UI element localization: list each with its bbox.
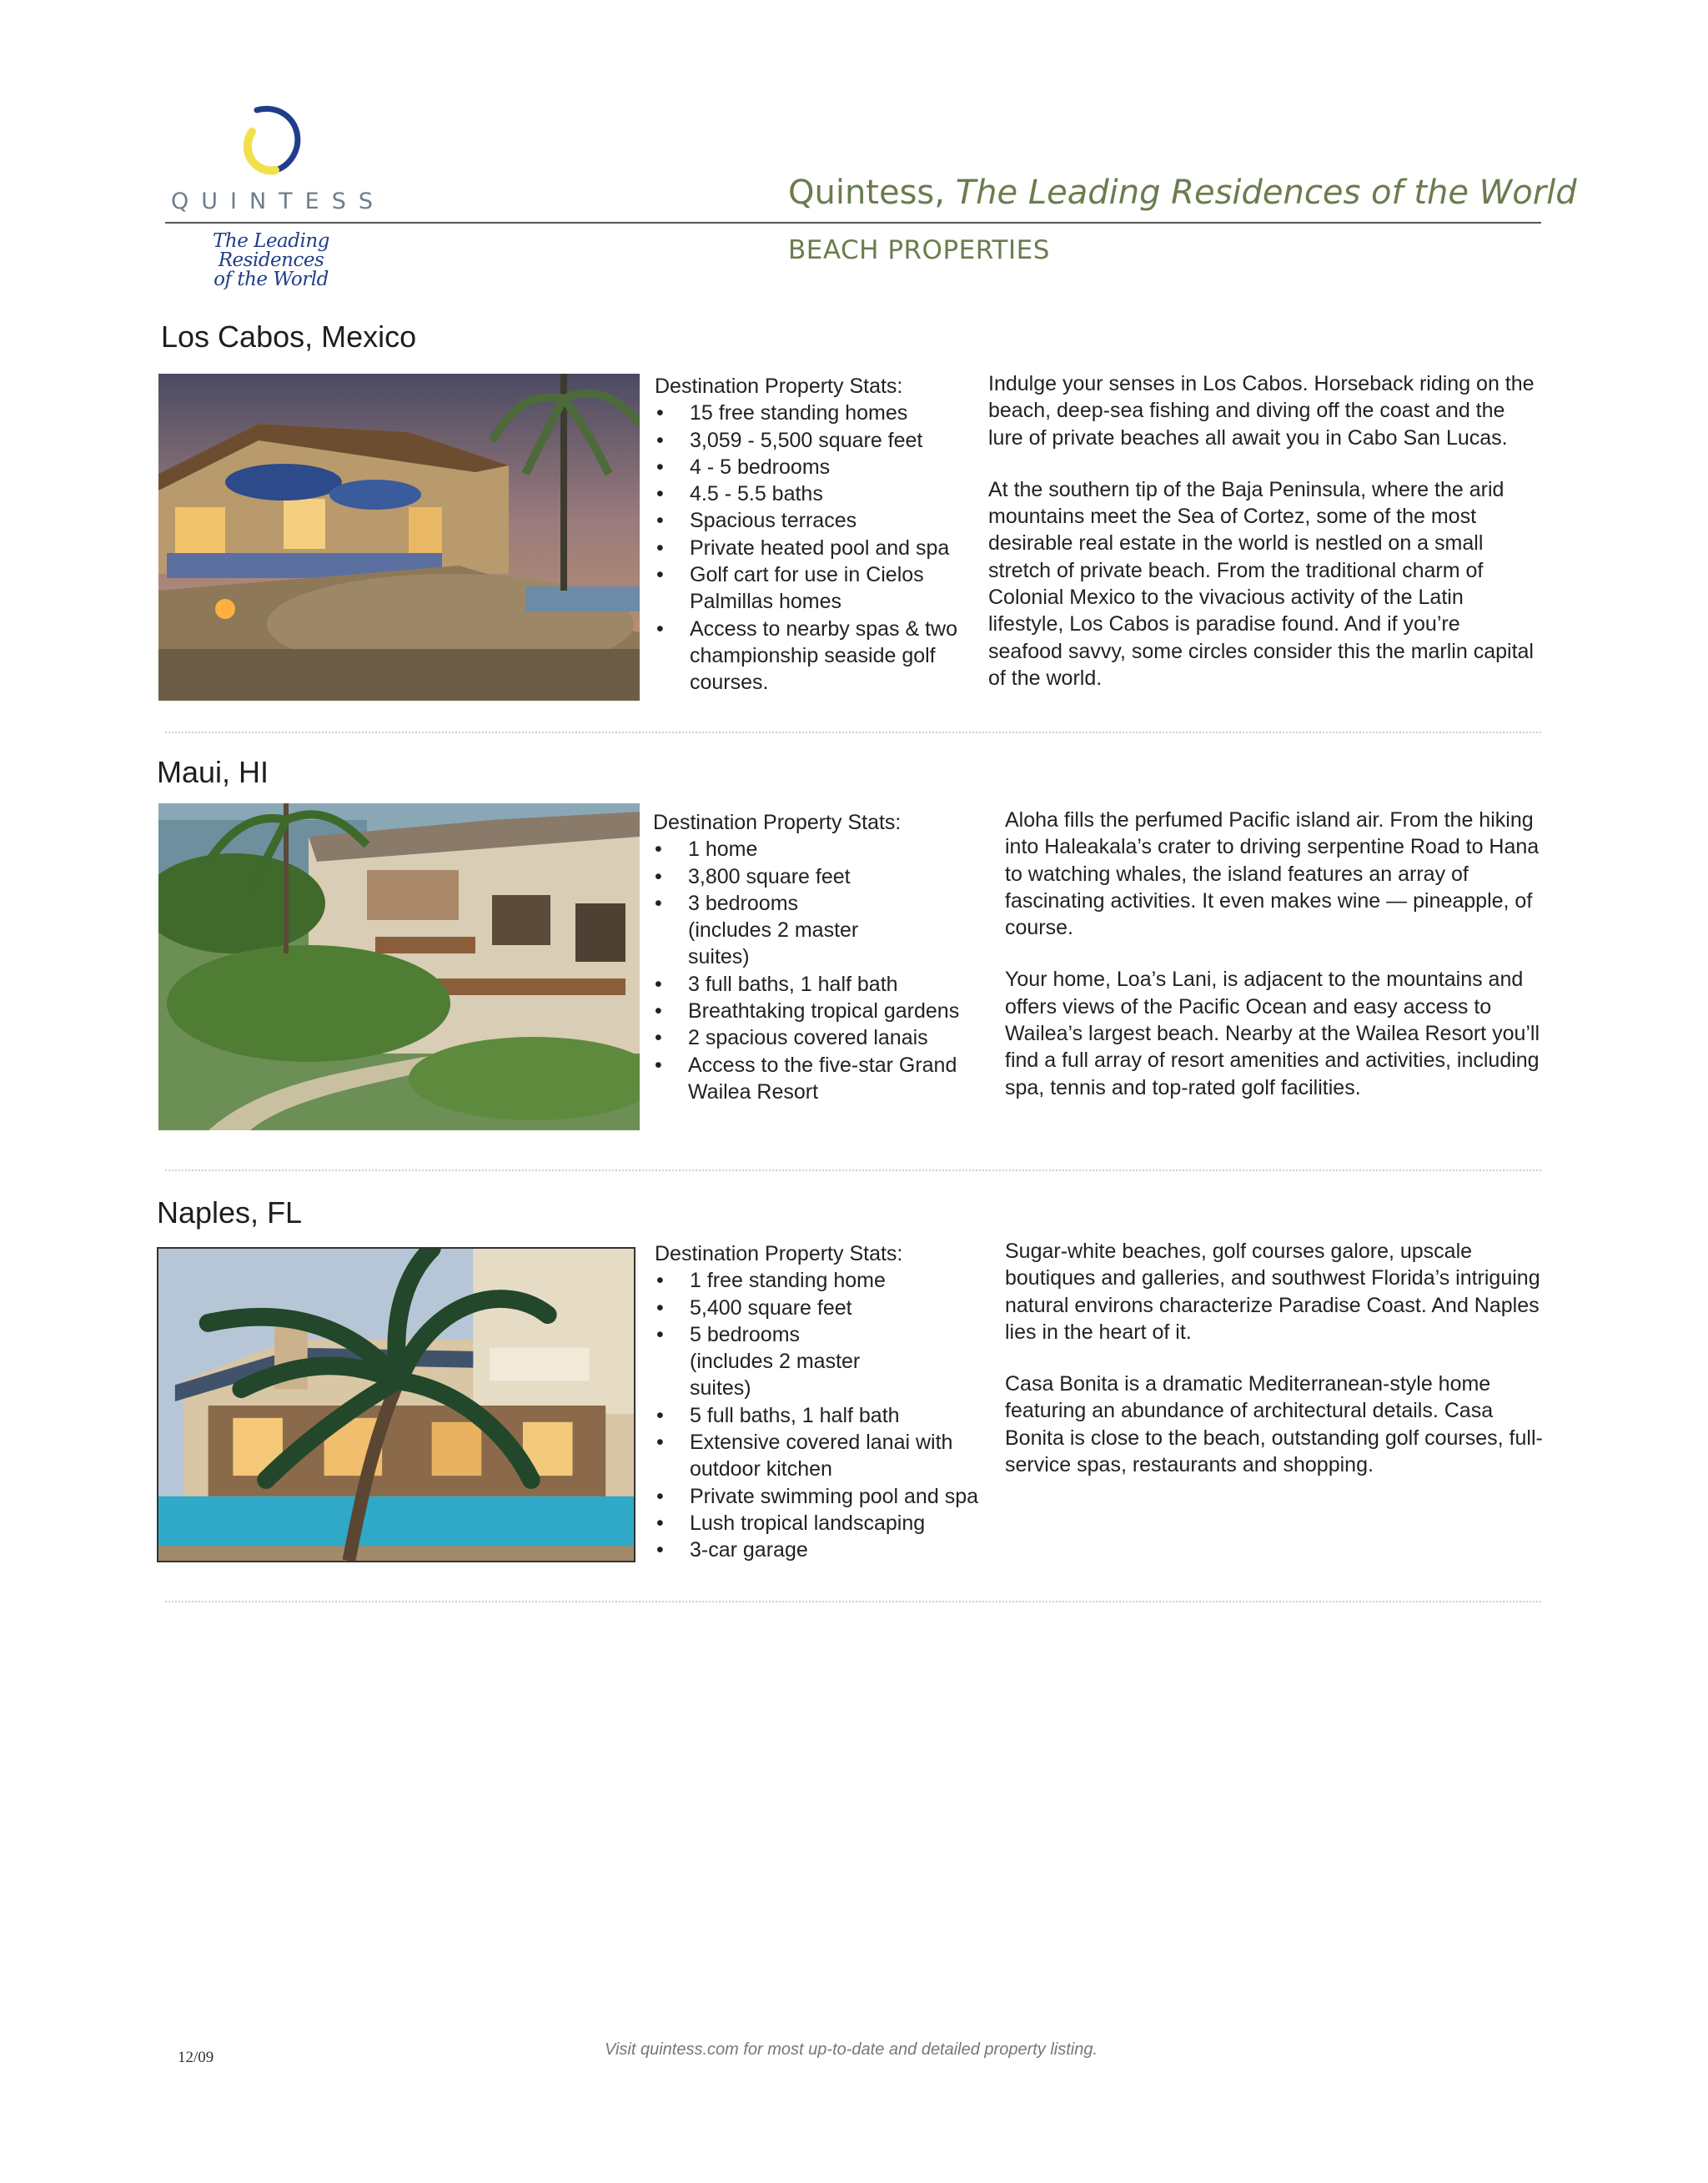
stat-item: • Extensive covered lanai with outdoor kitchen — [655, 1429, 988, 1483]
logo-tagline-line-2: of the World — [214, 269, 329, 290]
stat-item: • 3 full baths, 1 half bath — [653, 971, 987, 998]
description-paragraph: Your home, Loa’s Lani, is adjacent to the mountains and offers views of the Pacific Ocean and easy access to Wailea’s largest beach. Nearby at the Wailea Resort you’ll find a full array of resort amenities and activities, including spa, tennis and top-rated golf facilities. — [1005, 968, 1540, 1099]
description-maui — [1005, 807, 1555, 1126]
stat-item: • 1 home — [653, 836, 987, 863]
description-naples — [1005, 1238, 1555, 1503]
logo-wordmark: QUINTESS — [171, 189, 386, 214]
stat-item: • 4.5 - 5.5 baths — [655, 480, 963, 507]
section-divider — [165, 732, 1541, 733]
description-paragraph: Sugar-white beaches, golf courses galore, upscale boutiques and galleries, and southwest Florida’s intriguing natural environs characterize Paradise Coast. And Naples lies in the heart of it. — [1005, 1240, 1540, 1344]
stat-item: • 3 bedrooms (includes 2 master suites) — [653, 890, 987, 971]
stat-item: • 3,800 square feet — [653, 863, 987, 890]
stat-item: • 5,400 square feet — [655, 1295, 988, 1321]
footer-date: 12/09 — [178, 2049, 214, 2066]
stat-item: • 5 bedrooms (includes 2 master suites) — [655, 1321, 988, 1402]
stat-item: • Spacious terraces — [655, 507, 963, 534]
footer-note: Visit quintess.com for most up-to-date and detailed property listing. — [605, 2040, 1098, 2059]
stats-los-cabos — [655, 373, 963, 697]
stat-item: • Golf cart for use in Cielos Palmillas homes — [655, 561, 963, 616]
section-divider — [165, 1169, 1541, 1171]
description-los-cabos — [988, 370, 1539, 717]
stats-heading: Destination Property Stats: — [655, 375, 903, 398]
page-title — [788, 174, 1577, 212]
stats-list — [653, 836, 987, 1105]
description-paragraph: Indulge your senses in Los Cabos. Horseback riding on the beach, deep-sea fishing and diving off the coast and the lure of private beaches all await you in Cabo San Lucas. — [988, 372, 1535, 450]
property-title-naples: Naples, FL — [157, 1195, 303, 1230]
page-title-prefix: Quintess, — [788, 174, 956, 212]
stat-item: • 3-car garage — [655, 1537, 988, 1563]
description-paragraph: Casa Bonita is a dramatic Mediterranean-style home featuring an abundance of architectural details. Casa Bonita is close to the beach, outstanding golf courses, full-service spas, restaurants and shopping. — [1005, 1372, 1543, 1477]
photo-maui — [158, 803, 640, 1130]
stats-list — [655, 1267, 988, 1563]
logo-tagline-line-1: The Leading Residences — [213, 230, 329, 271]
section-divider — [165, 1601, 1541, 1602]
stat-item: • Lush tropical landscaping — [655, 1510, 988, 1537]
stat-item: • 1 free standing home — [655, 1267, 988, 1294]
stat-item: • 4 - 5 bedrooms — [655, 454, 963, 480]
photo-los-cabos — [158, 374, 640, 701]
description-paragraph: Aloha fills the perfumed Pacific island air. From the hiking into Haleakala’s crater to driving serpentine Road to Hana to watching whales, the island features an array of fascinating activities. It even makes wine — pineapple, of course. — [1005, 808, 1540, 940]
description-paragraph: At the southern tip of the Baja Peninsula, where the arid mountains meet the Sea of Cortez, some of the most desirable real estate in the world is nestled on a small stretch of private beach. From the traditional charm of Colonial Mexico to the vivacious activity of the Latin lifestyle, Los Cabos is paradise found. And if you’re seafood savvy, some circles consider this the marlin capital of the world. — [988, 477, 1534, 690]
stat-item: • Access to nearby spas & two championship seaside golf courses. — [655, 616, 963, 697]
header-rule — [165, 222, 1541, 224]
stat-item: • Private heated pool and spa — [655, 535, 963, 561]
stat-item: • 15 free standing homes — [655, 400, 963, 426]
stat-item: • Access to the five-star Grand Wailea Resort — [653, 1052, 987, 1106]
stats-heading: Destination Property Stats: — [655, 1242, 903, 1265]
property-title-maui: Maui, HI — [157, 755, 269, 789]
stat-item: • 5 full baths, 1 half bath — [655, 1402, 988, 1429]
stat-item: • Private swimming pool and spa — [655, 1483, 988, 1510]
stats-heading: Destination Property Stats: — [653, 811, 902, 834]
stat-item: • Breathtaking tropical gardens — [653, 998, 987, 1024]
section-label: BEACH PROPERTIES — [788, 235, 1050, 265]
stat-item: • 3,059 - 5,500 square feet — [655, 427, 963, 454]
stats-naples — [655, 1240, 988, 1564]
stats-maui — [653, 809, 987, 1105]
property-title-los-cabos: Los Cabos, Mexico — [161, 319, 417, 354]
stats-list — [655, 400, 963, 696]
photo-naples — [157, 1247, 635, 1562]
logo-tagline — [171, 232, 371, 289]
page-title-italic: The Leading Residences of the World — [955, 174, 1577, 212]
stat-item: • 2 spacious covered lanais — [653, 1024, 987, 1051]
quintess-logo-mark — [234, 98, 317, 182]
